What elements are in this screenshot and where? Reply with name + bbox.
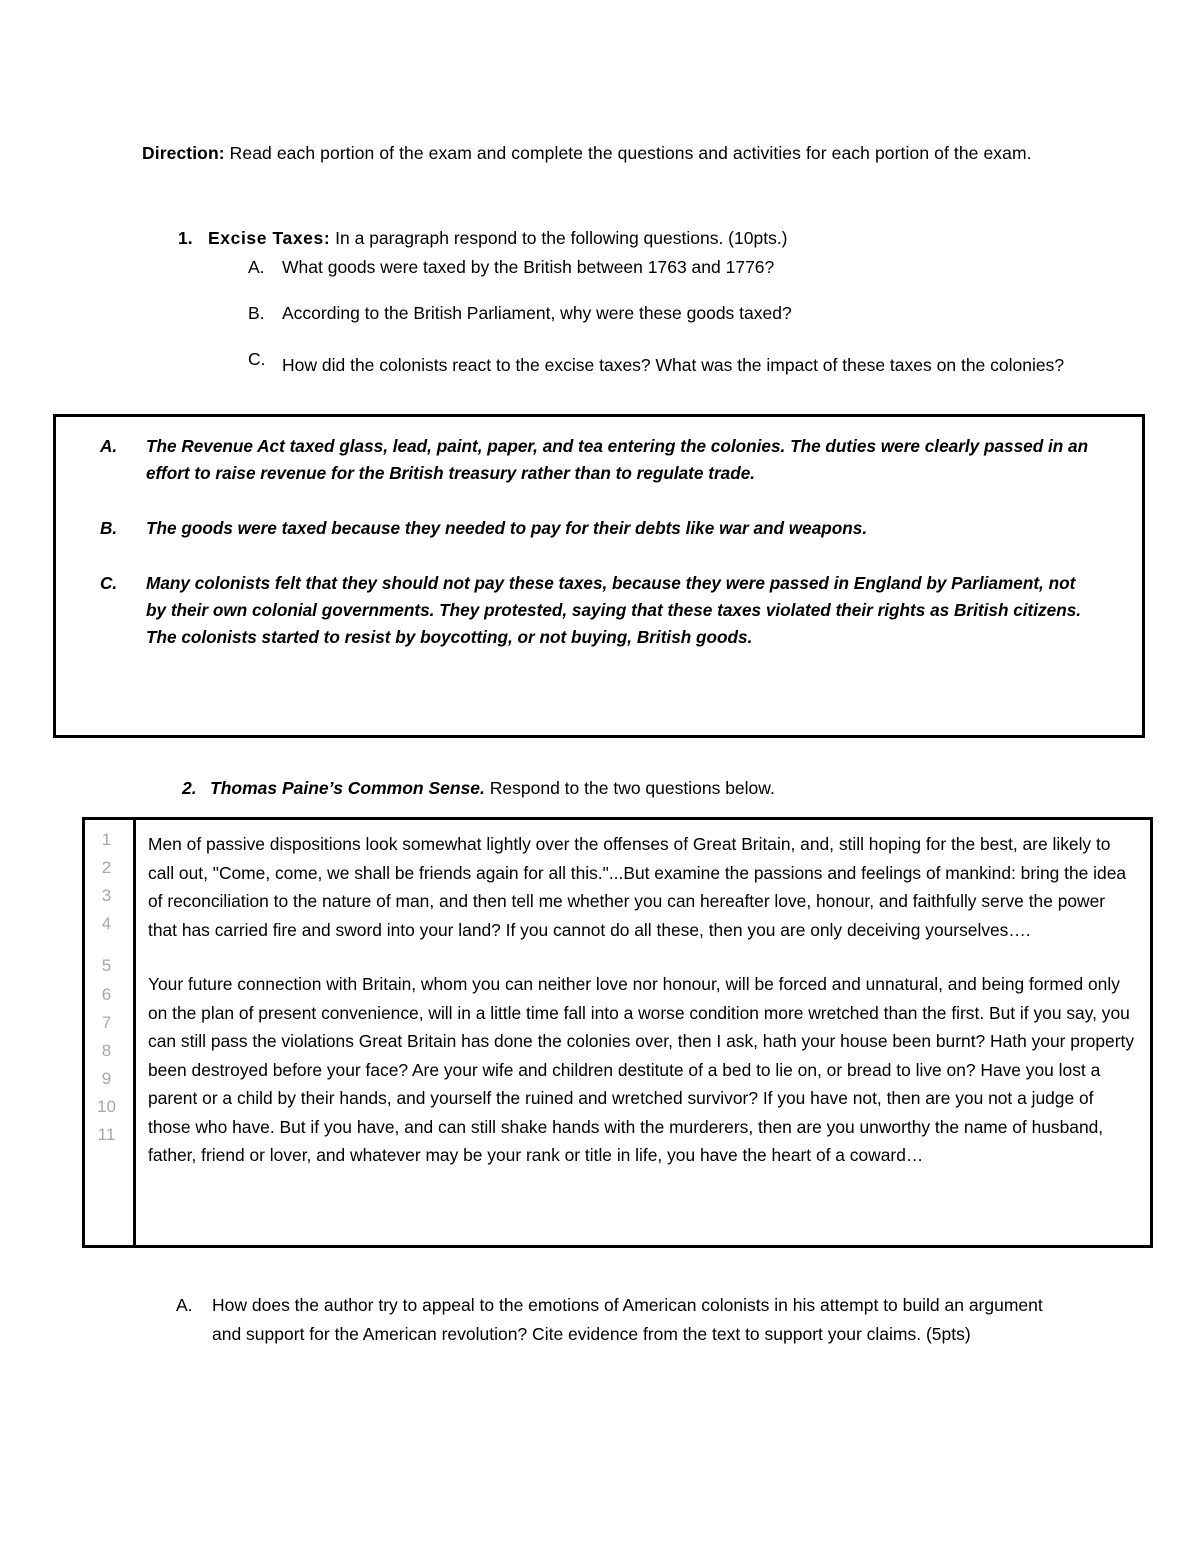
- line-number: 11: [97, 1125, 116, 1144]
- direction-label: Direction:: [142, 143, 225, 163]
- section-1-number: 1.: [178, 228, 193, 248]
- answer-letter: B.: [100, 518, 118, 538]
- question-text: How does the author try to appeal to the emotions of American colonists in his attempt to build an argument and support for the American revolution? Cite evidence from the text to support your claims. (5pts): [212, 1295, 1043, 1344]
- line-number: 8: [101, 1041, 112, 1060]
- section-1-instruction: In a paragraph respond to the following questions. (10pts.): [330, 228, 788, 248]
- quote-paragraph-1: Men of passive dispositions look somewhat lightly over the offenses of Great Britain, and, still hoping for the best, are likely to call out, "Come, come, we shall be friends again for all this."...But examine the passions and feelings of mankind: bring the idea of reconciliation to the nature of man, and then tell me whether you can hereafter love, honour, and faithfully serve the power that has carried fire and sword into your land? If you cannot do all these, then you are only deceiving yourselves….: [148, 834, 1127, 940]
- answer-text: Many colonists felt that they should not pay these taxes, because they were passed in England by Parliament, not by their own colonial governments. They protested, saying that these taxes violated their rights as British citizens. The colonists started to resist by boycotting, or not buying, British goods.: [146, 573, 1082, 647]
- line-number: 6: [101, 985, 112, 1004]
- answer-letter: A.: [100, 436, 118, 456]
- question-letter: A.: [176, 1295, 193, 1315]
- quote-paragraph-2: Your future connection with Britain, whom you can neither love nor honour, will be forced and unnatural, and being formed only on the plan of present convenience, will in a little time fall into a worse condition more wretched than the first. But if you say, you can still pass the violations Great Britain has done the colonies over, then I ask, hath your house been burnt? Hath your property been destroyed before your face? Are your wife and children destitute of a bed to lie on, or bread to live on? Have you lost a parent or a child by their hands, and yourself the ruined and wretched survivor? If you have not, then are you not a judge of those who have. But if you have, and can still shake hands with the murderers, then are you unworthy the name of husband, father, friend or lover, and whatever may be your rank or title in life, you have the heart of a coward…: [148, 974, 1135, 1165]
- question-item: [248, 253, 1108, 282]
- section-2-question: [176, 1291, 1076, 1349]
- question-text: What goods were taxed by the British between 1763 and 1776?: [282, 257, 775, 277]
- answer-text: The goods were taxed because they needed to pay for their debts like war and weapons.: [146, 518, 868, 538]
- direction-paragraph: [142, 138, 1042, 169]
- line-number-column: [85, 820, 136, 1245]
- section-2-instruction: Respond to the two questions below.: [484, 778, 775, 798]
- line-number: 1: [101, 830, 112, 849]
- section-2-title: Thomas Paine’s Common Sense.: [210, 778, 485, 798]
- question-letter: B.: [248, 303, 265, 323]
- line-number: 2: [101, 858, 112, 877]
- line-number: 4: [101, 914, 112, 933]
- answer-box[interactable]: [53, 414, 1145, 738]
- answer-letter: C.: [100, 573, 118, 593]
- quote-box: [82, 817, 1153, 1248]
- question-letter: A.: [248, 257, 265, 277]
- line-number: 7: [101, 1013, 112, 1032]
- answer-item: [100, 570, 1098, 651]
- section-1-question-list: [248, 253, 1108, 402]
- line-number: 3: [101, 886, 112, 905]
- section-1-title: Excise Taxes:: [208, 228, 331, 248]
- question-text: According to the British Parliament, why were these goods taxed?: [282, 303, 792, 323]
- answer-text: The Revenue Act taxed glass, lead, paint, paper, and tea entering the colonies. The duties were clearly passed in an effort to raise revenue for the British treasury rather than to regulate trade.: [146, 436, 1089, 483]
- question-item: [248, 299, 1108, 328]
- section-1-heading: [178, 224, 1078, 252]
- quote-text: [136, 820, 1150, 1245]
- answer-item: [100, 515, 1098, 542]
- line-number: 9: [101, 1069, 112, 1088]
- section-2-number: 2.: [182, 778, 197, 798]
- direction-text: Read each portion of the exam and complete the questions and activities for each portion of the exam.: [224, 143, 1032, 163]
- question-letter: C.: [248, 349, 266, 369]
- line-number: 5: [101, 956, 112, 975]
- section-2-heading: [182, 775, 775, 801]
- answer-item: [100, 433, 1098, 487]
- question-text: How did the colonists react to the excise taxes? What was the impact of these taxes on the colonies?: [282, 355, 1065, 375]
- line-number: 10: [97, 1097, 116, 1116]
- question-item: [248, 345, 1108, 385]
